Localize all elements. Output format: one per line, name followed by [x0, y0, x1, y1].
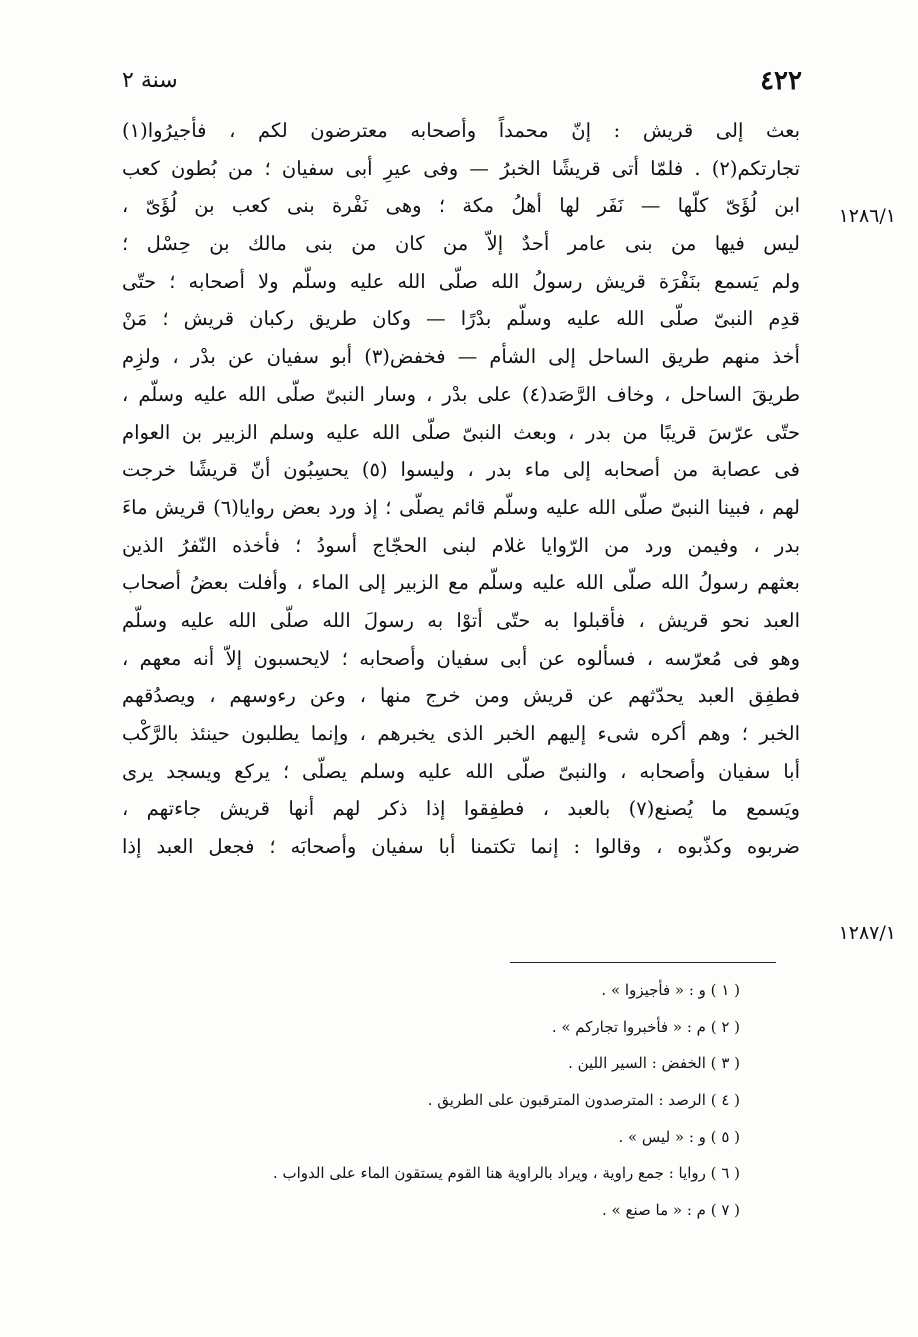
year-label: سنة ٢: [122, 68, 178, 93]
text-line: فى عصابة من أصحابه إلى ماء بدر ، وليسوا (٥) يحسِبُون أنّ قريشًا خرجت: [122, 458, 800, 482]
text-line: فطفِق العبد يحدّثهم عن قريش ومن خرج منها ، وعن رءوسهم ، ويصدُقهم: [122, 684, 800, 708]
text-line: الخبر ؛ وهم أكره شىء إليهم الخبر الذى يخبرهم ، وإنما يطلبون حينئذ بالرَّكْب: [122, 722, 800, 745]
body-text: [122, 112, 800, 866]
text-line: أخذ منهم طريق الساحل إلى الشأم — فخفض(٣) أبو سفيان عن بدْر ، ولزِم: [122, 345, 800, 369]
footnote: ( ٢ ) م : « فأخبروا تجاركم » .: [551, 1017, 740, 1036]
footnotes: [180, 972, 740, 1229]
text-line: ابن لُؤَىّ كلّها — نَفَر لها أهلُ مكة ؛ وهى نَفْرة بنى كعب بن لُؤَىّ ،: [122, 194, 800, 218]
text-line: ليس فيها من بنى عامر أحدٌ إلاّ من كان من بنى مالك بن حِسْل ؛: [122, 232, 800, 256]
margin-reference: ١٢٨٦/١: [838, 205, 896, 227]
text-line: ويَسمع ما يُصنع(٧) بالعبد ، فطفِقوا إذا ذكر لهم أنها قريش جاءتهم ،: [122, 797, 800, 821]
text-line: تجارتكم(٢) . فلمّا أتى قريشًا الخبرُ — وفى عيرِ أبى سفيان ؛ من بُطون كعب: [122, 156, 800, 180]
footnote-divider: [510, 962, 776, 963]
text-line: ضربوه وكذّبوه ، وقالوا : إنما تكتمنا أبا سفيان وأصحابَه ؛ فجعل العبد إذا: [122, 835, 800, 859]
text-line: أبا سفيان وأصحابه ، والنبىّ صلّى الله عليه وسلم يصلّى ؛ يركع ويسجد يرى: [122, 759, 800, 783]
text-line: بعثهم رسولُ الله صلّى الله عليه وسلّم مع الزبير إلى الماء ، وأفلت بعضُ أصحاب: [122, 571, 800, 595]
footnote: ( ٥ ) و : « ليس » .: [618, 1127, 740, 1146]
text-line: ولم يَسمع بنَفْرَة قريش رسولُ الله صلّى الله عليه وسلّم ولا أصحابه ؛ حتّى: [122, 269, 800, 293]
text-line: طريقَ الساحل ، وخاف الرَّصَد(٤) على بدْر ، وسار النبىّ صلّى الله عليه وسلّم ،: [122, 382, 800, 406]
footnote: ( ٧ ) م : « ما صنع » .: [602, 1201, 740, 1220]
text-line: بعث إلى قريش : إنّ محمداً وأصحابه معترضون لكم ، فأجيرُوا(١): [122, 119, 800, 142]
text-line: حتّى عرّسَ قريبًا من بدر ، وبعث النبىّ صلّى الله عليه وسلم الزبير بن العوام: [122, 420, 800, 444]
text-line: لهم ، فبينا النبىّ صلّى الله عليه وسلّم قائم يصلّى ؛ إذ ورد بعض روايا(٦) قريش ماءَ: [122, 495, 800, 519]
footnote: ( ٦ ) روايا : جمع راوية ، ويراد بالراوية هنا القوم يستقون الماء على الدواب .: [272, 1164, 740, 1183]
text-line: بدر ، وفيمن ورد من الرّوايا غلام لبنى الحجّاج أسودُ ؛ فأخذه النّفرُ الذين: [122, 533, 800, 557]
text-line: العبد نحو قريش ، فأقبلوا به حتّى أتوْا به رسولَ الله صلّى الله عليه وسلّم: [122, 608, 800, 632]
footnote: ( ٤ ) الرصد : المترصدون المترقبون على الطريق .: [427, 1091, 740, 1110]
footnote: ( ٣ ) الخفض : السير اللين .: [568, 1054, 740, 1073]
margin-reference: ١٢٨٧/١: [838, 922, 896, 944]
page-number: ٤٢٢: [760, 66, 802, 96]
footnote: ( ١ ) و : « فأجيزوا » .: [601, 981, 740, 999]
text-line: قدِم النبىّ صلّى الله عليه وسلّم بدْرًا — وكان طريق ركبان قريش ؛ مَنْ: [122, 307, 800, 331]
text-line: وهو فى مُعرّسه ، فسألوه عن أبى سفيان وأصحابه ؛ لايحسبون إلاّ أنه معهم ،: [122, 646, 800, 670]
